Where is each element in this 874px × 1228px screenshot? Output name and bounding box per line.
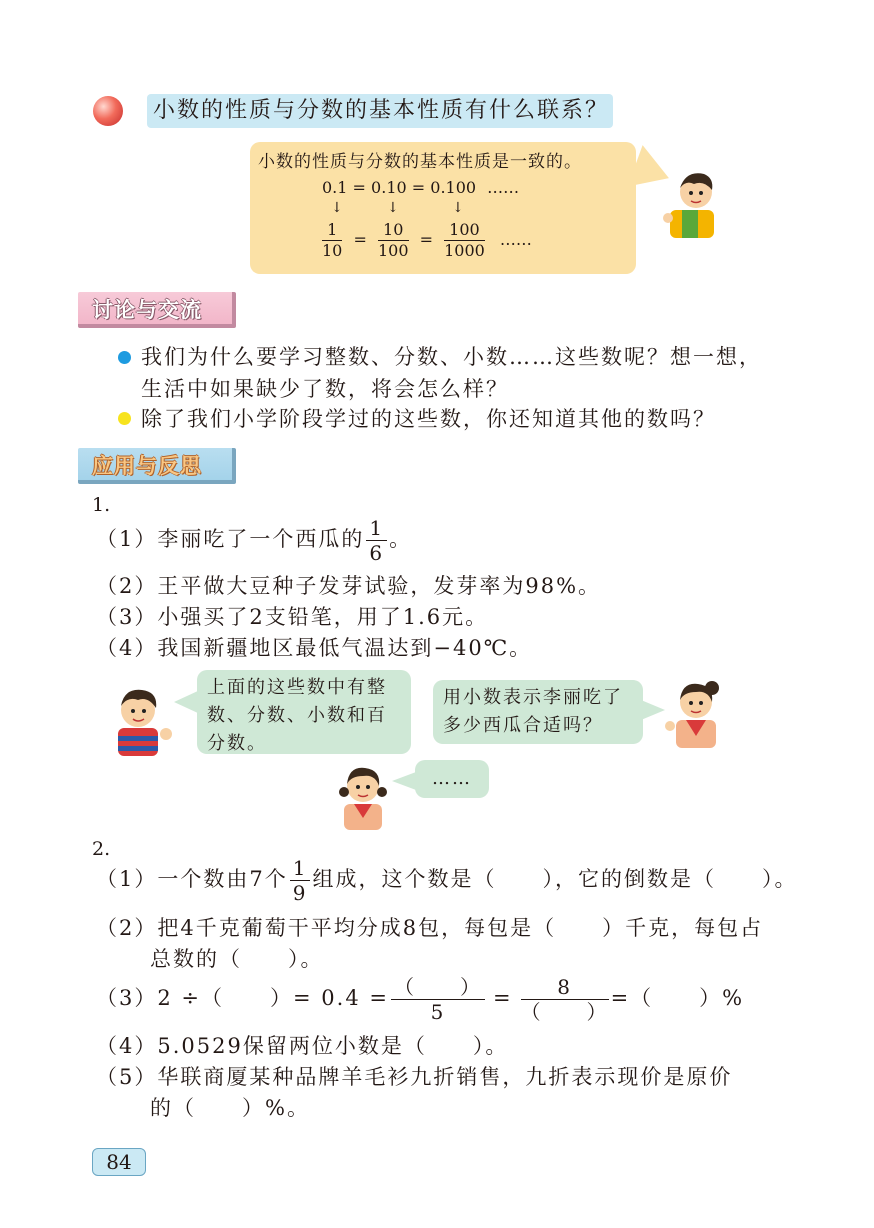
q2-item-3: （3）2 ÷（ ）= 0.4 = $\frac{( )}{5}$ = $\frac{8}{( )}$ =（ ）% xyxy=(96,975,745,1024)
q2-item-5-line-2: 的（ ）%。 xyxy=(150,1096,310,1120)
fraction-10-100: $\frac{10}{100}$ xyxy=(377,220,409,260)
down-arrow-icon: ↓ xyxy=(331,200,343,216)
q1-item-1: （1）李丽吃了一个西瓜的 $\frac{1}{6}$ 。 xyxy=(96,516,413,565)
section-header-discussion: 讨论与交流 xyxy=(78,292,236,328)
red-ball-icon xyxy=(93,96,123,126)
equals-sign: = xyxy=(411,178,426,197)
question-2-label: 2. xyxy=(92,838,111,860)
speech-bubble-3-tail xyxy=(392,772,416,790)
q1-item-2: （2）王平做大豆种子发芽试验，发芽率为98%。 xyxy=(96,574,602,598)
explanation-text: 小数的性质与分数的基本性质是一致的。 xyxy=(258,152,582,172)
q2-item-2-line-1: （2）把4千克葡萄干平均分成8包，每包是（ ）千克，每包占 xyxy=(96,916,764,940)
fraction-1-9: $\frac{1}{9}$ xyxy=(290,856,311,905)
yellow-bullet-icon xyxy=(118,412,131,425)
section-header-application: 应用与反思 xyxy=(78,448,236,484)
decimal-0: 0.1 xyxy=(322,178,348,197)
equals-sign: = xyxy=(419,230,433,249)
question-1-label: 1. xyxy=(92,494,111,516)
blue-bullet-icon xyxy=(118,351,131,364)
decimal-1: 0.10 xyxy=(371,178,407,197)
boy-illustration xyxy=(660,168,726,240)
boy-illustration xyxy=(108,682,176,758)
discussion-item-1-line-1: 我们为什么要学习整数、分数、小数……这些数呢？想一想， xyxy=(141,345,762,369)
decimal-equation xyxy=(322,178,519,197)
discussion-item-1-line-2: 生活中如果缺少了数，将会怎么样？ xyxy=(141,377,509,401)
down-arrow-icon: ↓ xyxy=(387,200,399,216)
q2-item-1: （1）一个数由7个 $\frac{1}{9}$ 组成，这个数是（ ），它的倒数是（ ）。 xyxy=(96,856,798,905)
fraction-8-blank: $\frac{8}{( )}$ xyxy=(520,975,609,1024)
girl-illustration xyxy=(332,760,394,832)
ellipsis: …… xyxy=(487,178,520,197)
decimal-2: 0.100 xyxy=(430,178,477,197)
fraction-1-6: $\frac{1}{6}$ xyxy=(366,516,387,565)
q2-item-4: （4）5.0529保留两位小数是（ ）。 xyxy=(96,1034,509,1058)
page-number: 84 xyxy=(92,1148,146,1176)
q2-item-5-line-1: （5）华联商厦某种品牌羊毛衫九折销售，九折表示现价是原价 xyxy=(96,1065,733,1089)
fraction-1-10: $\frac{1}{10}$ xyxy=(322,220,343,260)
discussion-item-2: 除了我们小学阶段学过的这些数，你还知道其他的数吗？ xyxy=(141,407,716,431)
fraction-100-1000: $\frac{100}{1000}$ xyxy=(444,220,485,260)
fraction-blank-5: $\frac{( )}{5}$ xyxy=(391,975,485,1024)
equals-sign: = xyxy=(352,178,366,197)
fraction-equation xyxy=(322,220,532,261)
speech-bubble-1: 上面的这些数中有整数、分数、小数和百分数。 xyxy=(197,670,411,754)
speech-bubble-2: 用小数表示李丽吃了多少西瓜合适吗？ xyxy=(433,680,643,744)
speech-bubble-3: …… xyxy=(415,760,489,798)
girl-illustration xyxy=(664,676,728,750)
q1-item-3: （3）小强买了2支铅笔，用了1.6元。 xyxy=(96,605,489,629)
q1-item-4: （4）我国新疆地区最低气温达到−40℃。 xyxy=(96,636,533,660)
ellipsis: …… xyxy=(499,230,532,249)
question-banner: 小数的性质与分数的基本性质有什么联系？ xyxy=(147,94,613,128)
down-arrow-icon: ↓ xyxy=(452,200,464,216)
speech-bubble-1-tail xyxy=(174,690,200,714)
speech-bubble-2-tail xyxy=(641,700,665,720)
equals-sign: = xyxy=(353,230,367,249)
q2-item-2-line-2: 总数的（ ）。 xyxy=(150,947,324,971)
